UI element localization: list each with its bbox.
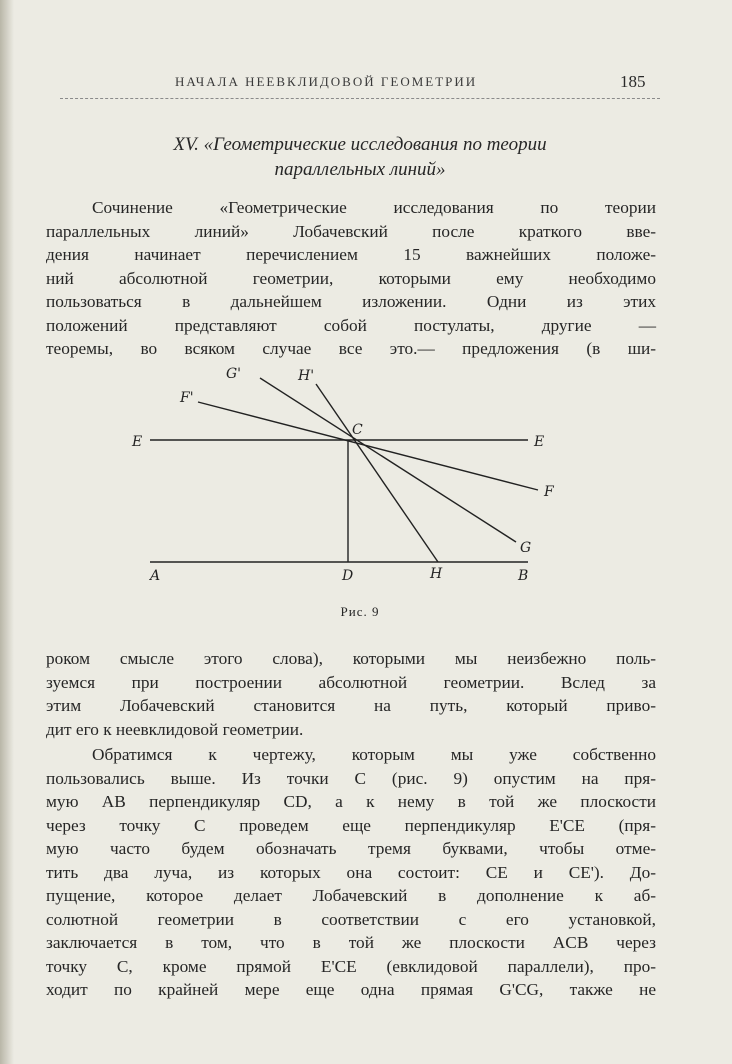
- paragraph-3: [46, 743, 656, 1002]
- text-line: через точку C проведем еще перпендикуляр E'CE (пря-: [46, 815, 656, 835]
- section-title-line-2: параллельных линий»: [274, 159, 446, 180]
- figure-caption: Рис. 9: [340, 604, 380, 619]
- text-line: пользоваться в дальнейшем изложении. Одни из этих: [46, 292, 656, 311]
- label-A: A: [150, 568, 161, 584]
- text-line: зуемся при построении абсолютной геометрии. Вслед за: [46, 672, 656, 692]
- label-D: D: [342, 568, 354, 584]
- label-B: B: [518, 568, 529, 584]
- text-line: пущение, которое делает Лобачевский в дополнение к аб-: [46, 886, 656, 905]
- paragraph-1: [46, 196, 656, 361]
- label-F-prime: F': [180, 390, 194, 406]
- line-FCF: [198, 402, 538, 490]
- page-edge-shadow: [0, 0, 14, 1064]
- text-line: Сочинение «Геометрические исследования по теории: [92, 198, 656, 217]
- label-F: F: [544, 484, 554, 500]
- figure-9-diagram: [120, 362, 580, 592]
- page-number: 185: [620, 72, 646, 91]
- text-line: дит его к неевклидовой геометрии.: [46, 719, 304, 739]
- running-head: НАЧАЛА НЕЕВКЛИДОВОЙ ГЕОМЕТРИИ: [175, 74, 478, 89]
- section-title: [40, 132, 680, 182]
- text-line: ходит по крайней мере еще одна прямая G'CG, также не: [46, 980, 656, 999]
- text-line: тить два луча, из которых она состоит: CE и CE'). До-: [46, 862, 656, 882]
- text-line: параллельных линий» Лобачевский после краткого вве-: [46, 221, 656, 241]
- text-line: ний абсолютной геометрии, которыми ему необходимо: [46, 268, 656, 288]
- line-GCG: [260, 378, 516, 542]
- text-line: теоремы, во всяком случае все это.— предложения (в ши-: [46, 339, 656, 358]
- text-line: роком смысле этого слова), которыми мы неизбежно поль-: [46, 649, 656, 668]
- label-H-prime: H': [298, 368, 315, 384]
- text-line: Обратимся к чертежу, которым мы уже собственно: [92, 745, 656, 764]
- label-G-prime: G': [226, 366, 242, 382]
- label-E-right: E: [534, 434, 545, 450]
- label-C: C: [352, 422, 363, 438]
- text-line: дения начинает перечислением 15 важнейших положе-: [46, 245, 656, 264]
- label-H: H: [430, 566, 443, 582]
- line-HCH: [316, 384, 438, 562]
- text-line: положений представляют собой постулаты, другие —: [46, 315, 656, 335]
- text-line: пользовались выше. Из точки C (рис. 9) опустим на пря-: [46, 768, 656, 788]
- label-G: G: [520, 540, 532, 556]
- text-line: мую AB перпендикуляр CD, а к нему в той же плоскости: [46, 792, 656, 811]
- section-title-line-1: XV. «Геометрические исследования по теории: [173, 134, 547, 155]
- text-line: точку C, кроме прямой E'CE (евклидовой параллели), про-: [46, 956, 656, 976]
- text-line: этим Лобачевский становится на путь, который приво-: [46, 696, 656, 715]
- text-line: солютной геометрии в соответствии с его установкой,: [46, 909, 656, 929]
- text-line: мую часто будем обозначать тремя буквами, чтобы отме-: [46, 839, 656, 858]
- label-E-left: E: [132, 434, 143, 450]
- text-line: заключается в том, что в той же плоскости ACB через: [46, 933, 656, 952]
- paragraph-2: [46, 647, 656, 741]
- header-rule: [60, 98, 660, 99]
